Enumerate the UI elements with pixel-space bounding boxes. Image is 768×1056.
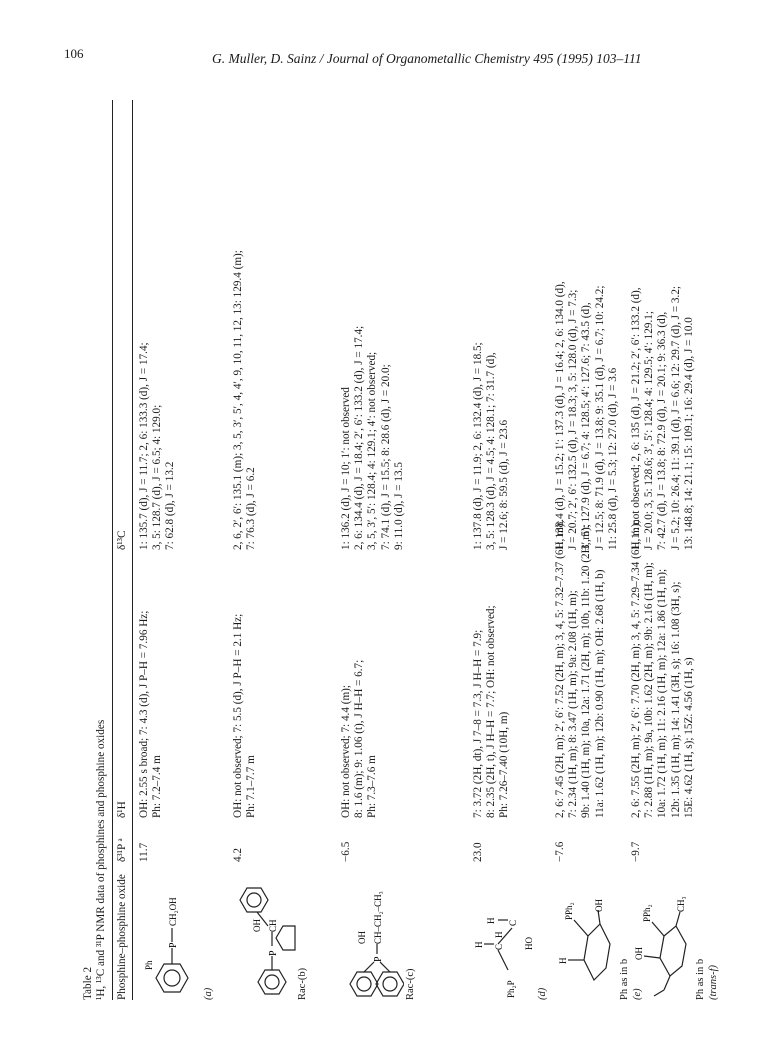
p31-value: −7.6 — [554, 841, 566, 862]
page-number: 106 — [64, 46, 84, 61]
structure-b-icon — [232, 880, 296, 1000]
svg-text:PPh₂: PPh₂ — [564, 902, 574, 920]
h1-line: Ph: 7.2–7.4 m — [151, 755, 164, 818]
c13-line: 7: 74.1 (d), J = 15.5; 8: 28.6 (d), J = 20.0; — [379, 364, 392, 550]
h1-line: 2, 6: 7.45 (2H, m); 2′, 6′: 7.52 (2H, m); 3, 4, 5: 7.32–7.37 (6H, m); — [554, 520, 566, 818]
p31-value: 11.7 — [138, 842, 150, 862]
c13-line: 7: 62.8 (d), J = 13.2 — [164, 461, 177, 550]
table-caption-text: ¹H, ¹³C and ³¹P NMR data of phosphines and phosphine oxides — [95, 719, 108, 1000]
h1-line: OH: 2.55 s broad; 7: 4.3 (d), J P–H = 7.96 Hz; — [138, 610, 150, 818]
header-compound: Phosphine–phosphine oxide — [116, 874, 128, 1000]
table-header-rule — [132, 100, 133, 1000]
c13-line: 7: 42.7 (d), J = 13.8; 8: 72.9 (d), J = 20.1; 9: 36.3 (d), — [656, 311, 669, 550]
h1-cell — [232, 568, 258, 818]
table-caption — [82, 300, 108, 1000]
svg-text:CH₃: CH₃ — [676, 896, 686, 912]
structure-f-icon — [630, 880, 694, 1000]
header-h1: δ¹H — [116, 801, 128, 818]
h1-line: 9b: 1.40 (1H, m); 10a, 12a: 1.71 (2H, m); 10b, 11b: 1.20 (2H, m); — [580, 524, 593, 818]
header-c13: δ¹³C — [116, 530, 128, 550]
h1-line: OH: not observed; 7: 5.5 (d), J P–H = 2.1 Hz; — [232, 613, 244, 818]
p31-value: 4.2 — [232, 848, 244, 862]
c13-cell — [232, 100, 258, 550]
svg-text:OH: OH — [252, 919, 262, 932]
c13-line: J = 12.6; 8: 59.5 (d), J = 23.6 — [498, 419, 511, 550]
h1-line: 11a: 1.62 (1H, m); 12b: 0.90 (1H, m); OH: 2.68 (1H, b) — [593, 569, 606, 818]
c13-cell — [630, 100, 696, 550]
c13-line: 3, 5, 3′, 5′: 128.4; 4: 129.1; 4′: not observed; — [366, 351, 379, 550]
nmr-table — [82, 100, 720, 1000]
svg-text:P: P — [373, 956, 384, 962]
running-header: G. Muller, D. Sainz / Journal of Organometallic Chemistry 495 (1995) 103–111 — [212, 51, 642, 66]
c13-line: 3′, 5′: 127.9 (d), J = 6.7; 4: 128.5; 4′: 127.6; 7: 43.5 (d), — [580, 302, 593, 550]
h1-line: 2, 6: 7.55 (2H, m); 2′, 6′: 7.70 (2H, m); 3, 4, 5: 7.29–7.34 (6H, m); — [630, 520, 642, 818]
compound-label: Ph as in b — [619, 958, 630, 1000]
compound-cell — [630, 872, 720, 1000]
c13-line: 9: 11.0 (d), J = 13.5 — [392, 462, 405, 550]
c13-line: J = 5.2; 10: 26.4; 11: 39.1 (d), J = 6.6; 12: 29.7 (d), J = 3.2; — [669, 285, 682, 550]
svg-text:HO: HO — [524, 937, 534, 950]
h1-line: 10a: 1.72 (1H, m); 11: 2.16 (1H, m); 12a: 1.86 (1H, m); — [656, 568, 669, 818]
table-top-rule — [112, 100, 113, 1000]
h1-cell — [630, 520, 696, 818]
c13-line: J = 12.5; 8: 71.9 (d), J = 13.8; 9: 35.1 (d), J = 6.7; 10: 24.2; — [593, 285, 606, 550]
svg-text:CH–CH₂–CH₃: CH–CH₂–CH₃ — [373, 891, 383, 944]
svg-text:OH: OH — [634, 947, 644, 960]
compound-tag: (d) — [537, 987, 548, 1000]
h1-line: 7: 2.88 (1H, m); 9a, 10b: 1.62 (2H, m); 9b: 2.16 (1H, m); — [643, 562, 656, 818]
c13-cell — [472, 100, 512, 550]
svg-text:OH: OH — [357, 931, 367, 944]
h1-line: Ph: 7.26–7.40 (10H, m) — [498, 711, 511, 818]
c13-cell — [554, 100, 620, 550]
c13-line: 1: 138.4 (d), J = 15.2; 1′: 137.3 (d), J = 16.4; 2, 6: 134.0 (d), — [554, 281, 566, 550]
svg-text:CH: CH — [268, 919, 278, 932]
h1-line: 8: 1.6 (m); 9: 1.06 (t), J H–H = 6.7; — [353, 659, 366, 818]
svg-text:C: C — [494, 943, 504, 950]
p31-value: −6.5 — [340, 841, 352, 862]
structure-e-icon — [554, 880, 618, 1000]
svg-text:H: H — [486, 917, 496, 924]
h1-line: 7: 2.34 (1H, m); 8: 3.47 (1H, m); 9a: 2.08 (1H, m); — [567, 590, 580, 818]
h1-line: 15E: 4.62 (1H, s); 15Z: 4.56 (1H, s) — [682, 657, 695, 818]
compound-label: Rac-(c) — [405, 968, 416, 1000]
c13-cell — [340, 100, 406, 550]
c13-line: 1: 135.7 (d), J = 11.7; 2, 6: 133.3 (d), J = 17.4; — [138, 342, 150, 550]
compound-cell — [472, 872, 549, 1000]
h1-cell — [340, 568, 380, 818]
p31-value: −9.7 — [630, 841, 642, 862]
h1-line: OH: not observed; 7: 4.4 (m); — [340, 685, 352, 818]
compound-tag: (e) — [632, 988, 644, 1000]
c13-line: 1, 1′: not observed; 2, 6: 135 (d), J = 21.2; 2′, 6′: 133.2 (d), — [630, 287, 642, 550]
structure-a-icon — [138, 880, 202, 1000]
h1-line: Ph: 7.3–7.6 m — [366, 755, 379, 818]
c13-line: 1: 137.8 (d), J = 11.9; 2, 6: 132.4 (d), J = 18.5; — [472, 342, 484, 550]
c13-line: 13: 148.8; 14: 21.1; 15: 109.1; 16: 29.4 (d), J = 10.0 — [682, 317, 695, 550]
c13-line: 2, 6: 134.4 (d), J = 18.4; 2′, 6′: 133.2 (d), J = 17.4; — [353, 325, 366, 550]
compound-cell — [340, 872, 417, 1000]
structure-d-icon — [472, 880, 536, 1000]
svg-text:CH₂OH: CH₂OH — [168, 897, 178, 926]
structure-c-icon — [340, 880, 404, 1000]
compound-label: Ph as in b — [695, 958, 706, 1000]
svg-text:Ph₂P: Ph₂P — [506, 980, 516, 998]
compound-cell — [138, 872, 215, 1000]
c13-line: 3, 5: 128.3 (d), J = 4.5; 4: 128.1; 7: 31.7 (d), — [485, 352, 498, 550]
svg-text:H: H — [558, 957, 568, 964]
p31-value: 23.0 — [472, 842, 484, 862]
c13-line: J = 20.0; 3, 5: 128.6; 3′, 5′: 128.4; 4: 129.5; 4′: 129.1; — [643, 311, 656, 550]
h1-line: 7: 3.72 (2H, dt), J 7–8 = 7.3, J H–H = 7.9; — [472, 629, 484, 818]
compound-cell — [232, 872, 309, 1000]
h1-cell — [554, 520, 607, 818]
header-p31: δ³¹P ᵃ — [116, 838, 128, 862]
c13-cell — [138, 100, 178, 550]
svg-text:P: P — [168, 942, 179, 948]
c13-line: 1: 136.2 (d), J = 10; 1′: not observed — [340, 387, 352, 550]
compound-tag: (a) — [203, 987, 214, 1000]
h1-line: 12b: 1.35 (1H, m); 14: 1.41 (3H, s); 16: 1.08 (3H, s); — [669, 581, 682, 818]
compound-label: Rac-(b) — [297, 967, 308, 1000]
compound-tag: (trans-f) — [708, 965, 720, 1000]
svg-text:H: H — [474, 941, 484, 948]
svg-text:PPh₂: PPh₂ — [642, 904, 652, 922]
h1-line: 8: 2.35 (2H, t), J H–H = 7.7; OH: not observed; — [485, 605, 498, 818]
h1-cell — [138, 568, 164, 818]
svg-text:C: C — [508, 919, 518, 926]
c13-line: J = 20.7; 2′, 6′: 132.5 (d), J = 18.3; 3, 5: 128.0 (d), J = 7.3; — [567, 289, 580, 550]
c13-line: 3, 5: 128.7 (d), J = 6.5; 4: 129.0; — [151, 404, 164, 550]
h1-cell — [472, 568, 512, 818]
svg-text:H: H — [494, 931, 504, 938]
table-title: Table 2 — [82, 966, 94, 1000]
c13-line: 2, 6, 2′, 6′: 135.1 (m); 3, 5, 3′, 5′, 4, 4′, 9, 10, 11, 12, 13: 129.4 (m); — [232, 250, 244, 550]
c13-line: 7: 76.3 (d), J = 6.2 — [245, 467, 258, 550]
svg-text:Ph: Ph — [144, 960, 154, 970]
svg-text:P: P — [268, 950, 279, 956]
h1-line: Ph: 7.1–7.7 m — [245, 755, 258, 818]
svg-text:OH: OH — [594, 899, 604, 912]
c13-line: 11: 25.8 (d), J = 5.3; 12: 27.0 (d), J = 3.6 — [606, 367, 619, 550]
